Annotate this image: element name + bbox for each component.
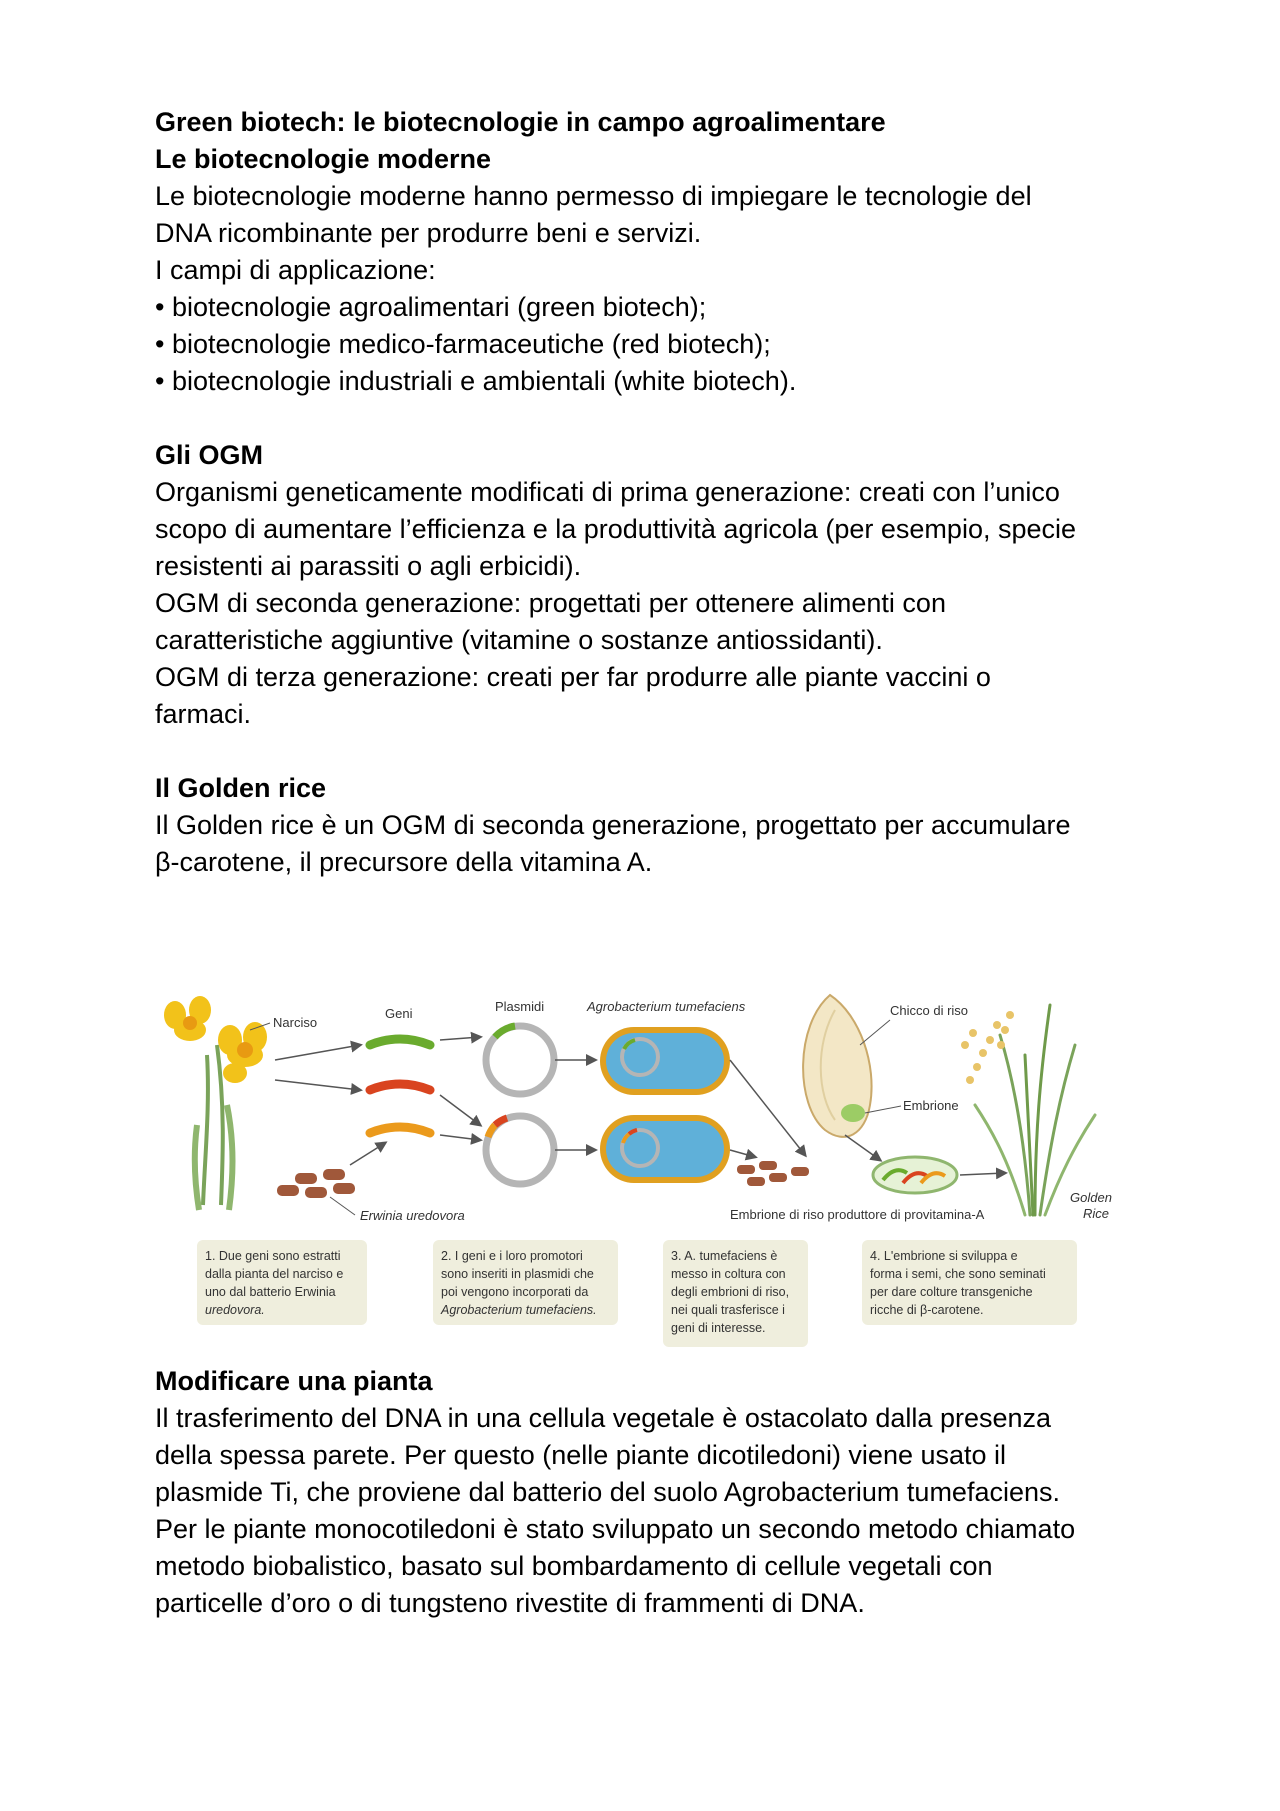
heading-moderne: Le biotecnologie moderne bbox=[155, 144, 492, 174]
heading-modificare: Modificare una pianta bbox=[155, 1366, 433, 1396]
step-line: degli embrioni di riso, bbox=[671, 1285, 790, 1299]
paragraph-line: particelle d’oro o di tungsteno rivestite di frammenti di DNA. bbox=[155, 1588, 865, 1618]
document-body bbox=[155, 104, 1145, 881]
gene-green bbox=[370, 1039, 430, 1045]
label-agrobacterium: Agrobacterium tumefaciens bbox=[587, 999, 746, 1014]
document-body-lower bbox=[155, 1363, 1145, 1622]
paragraph-line: scopo di aumentare l’efficienza e la produttività agricola (per esempio, specie bbox=[155, 514, 1077, 544]
rice-plant-icon bbox=[961, 1005, 1095, 1215]
step-line: 4. L'embrione si sviluppa e bbox=[870, 1249, 1018, 1263]
paragraph-line: farmaci. bbox=[155, 699, 252, 729]
label-erwinia: Erwinia uredovora bbox=[360, 1208, 465, 1223]
gene-red bbox=[370, 1084, 430, 1090]
label-geni: Geni bbox=[385, 1006, 413, 1021]
label-plasmidi: Plasmidi bbox=[495, 999, 545, 1014]
step-line: uredovora. bbox=[205, 1303, 265, 1317]
paragraph-line: OGM di terza generazione: creati per far produrre alle piante vaccini o bbox=[155, 662, 991, 692]
paragraph-line: resistenti ai parassiti o agli erbicidi). bbox=[155, 551, 582, 581]
step-line: uno dal batterio Erwinia bbox=[205, 1285, 336, 1299]
paragraph-line: Organismi geneticamente modificati di prima generazione: creati con l’unico bbox=[155, 477, 1060, 507]
step-line: sono inseriti in plasmidi che bbox=[441, 1267, 594, 1281]
step-line: nei quali trasferisce i bbox=[671, 1303, 785, 1317]
rice-grain-icon bbox=[803, 995, 871, 1137]
paragraph-line: caratteristiche aggiuntive (vitamine o sostanze antiossidanti). bbox=[155, 625, 883, 655]
paragraph-line: plasmide Ti, che proviene dal batterio del suolo Agrobacterium tumefaciens. bbox=[155, 1477, 1061, 1507]
step-3-caption bbox=[663, 1240, 808, 1347]
golden-rice-diagram bbox=[155, 985, 1125, 1360]
step-line: Agrobacterium tumefaciens. bbox=[441, 1303, 597, 1317]
paragraph-line: DNA ricombinante per produrre beni e servizi. bbox=[155, 218, 702, 248]
paragraph-line: OGM di seconda generazione: progettati per ottenere alimenti con bbox=[155, 588, 946, 618]
document-title: Green biotech: le biotecnologie in campo agroalimentare bbox=[155, 107, 886, 137]
step-line: forma i semi, che sono seminati bbox=[870, 1267, 1046, 1281]
list-item: • biotecnologie agroalimentari (green biotech); bbox=[155, 289, 1145, 326]
paragraph-line: della spessa parete. Per questo (nelle piante dicotiledoni) viene usato il bbox=[155, 1440, 1007, 1470]
paragraph-line: Le biotecnologie moderne hanno permesso di impiegare le tecnologie del bbox=[155, 181, 1032, 211]
paragraph-line: Il trasferimento del DNA in una cellula vegetale è ostacolato dalla presenza bbox=[155, 1403, 1052, 1433]
step-line: 1. Due geni sono estratti bbox=[205, 1249, 341, 1263]
step-line: poi vengono incorporati da bbox=[441, 1285, 589, 1299]
golden-rice-figure bbox=[155, 985, 1125, 1360]
step-2-caption bbox=[433, 1240, 618, 1325]
erwinia-bacteria-icon bbox=[277, 1169, 355, 1198]
label-embrione-riso: Embrione di riso produttore di provitamina-A bbox=[730, 1207, 985, 1222]
step-line: geni di interesse. bbox=[671, 1321, 766, 1335]
label-rice: Rice bbox=[1083, 1206, 1110, 1221]
paragraph-line: metodo biobalistico, basato sul bombardamento di cellule vegetali con bbox=[155, 1551, 993, 1581]
step-4-caption bbox=[862, 1240, 1077, 1325]
label-golden: Golden bbox=[1070, 1190, 1112, 1205]
agrobacterium-transfer-icon bbox=[737, 1161, 809, 1186]
step-line: 3. A. tumefaciens è bbox=[671, 1249, 778, 1263]
step-line: per dare colture transgeniche bbox=[870, 1285, 1033, 1299]
step-1-caption bbox=[197, 1240, 367, 1325]
gene-orange bbox=[370, 1127, 430, 1133]
step-line: 2. I geni e i loro promotori bbox=[441, 1249, 583, 1263]
paragraph-line: Il Golden rice è un OGM di seconda generazione, progettato per accumulare bbox=[155, 810, 1071, 840]
list-item: • biotecnologie medico-farmaceutiche (red biotech); bbox=[155, 326, 1145, 363]
paragraph-line: β-carotene, il precursore della vitamina A. bbox=[155, 847, 653, 877]
applications-list bbox=[155, 289, 1145, 400]
paragraph-line: I campi di applicazione: bbox=[155, 255, 436, 285]
step-line: ricche di β-carotene. bbox=[870, 1303, 984, 1317]
list-item: • biotecnologie industriali e ambientali (white biotech). bbox=[155, 363, 1145, 400]
label-chicco-di-riso: Chicco di riso bbox=[890, 1003, 969, 1018]
step-line: dalla pianta del narciso e bbox=[205, 1267, 344, 1281]
heading-golden-rice: Il Golden rice bbox=[155, 773, 327, 803]
daffodil-icon bbox=[164, 996, 267, 1210]
label-narciso: Narciso bbox=[273, 1015, 318, 1030]
step-line: messo in coltura con bbox=[671, 1267, 786, 1281]
paragraph-line: Per le piante monocotiledoni è stato sviluppato un secondo metodo chiamato bbox=[155, 1514, 1076, 1544]
label-embrione: Embrione bbox=[903, 1098, 959, 1113]
heading-ogm: Gli OGM bbox=[155, 440, 263, 470]
engineered-embryo-icon bbox=[873, 1157, 957, 1193]
